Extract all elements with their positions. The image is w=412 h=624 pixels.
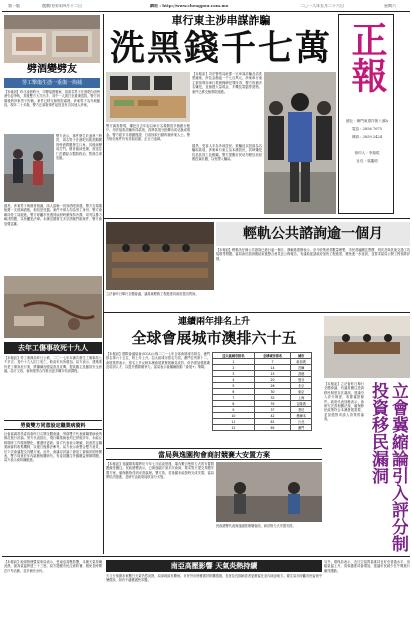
masthead-contact-4: 督印人 : 李瑞琨 [354, 151, 380, 155]
table-cell: 1 [213, 359, 255, 365]
accident-photo [4, 276, 102, 338]
accident-headline: 去年工傷事故死十九人 [4, 342, 102, 354]
table-cell: 37 [254, 407, 291, 413]
masthead-name: 正報 [346, 21, 388, 93]
table-cell: 上海 [291, 395, 312, 401]
right-vertical-headline: 立會冀縮論引入評分制投資移民漏洞 [368, 382, 408, 552]
ranking-photo [324, 316, 410, 378]
lead-photo-arrest [264, 72, 336, 214]
table-cell: 65 [254, 425, 291, 431]
table-cell: 30 [254, 389, 291, 395]
right-vertical-body: 【本報訊】立法會昨日舉行全體會議，有議員關注投資移民制度存在漏洞，建議引入評分制度，收緊審批條件。政府代表回應表示，會研究完善相關法規，確保移民政策符合本澳發展需要，並加強對申請人背景的審查。 [324, 382, 364, 422]
lead-body-2: 警方調查發現，嫌犯自去年起以車行名義開設多個銀行帳戶，用作接收詐騙所得款項，再將款項分批轉出或兌換成現金。警方經多月跟蹤搜證，日前採取行動拘捕涉案人士。警方相信案件仍有其他同黨，正全力追緝。 [106, 124, 190, 142]
header-bar [2, 2, 410, 12]
masthead-contact-2: 電話 : 2856 7675 [351, 127, 383, 131]
table-cell: 8 [213, 401, 255, 407]
accident-subhead: 勞資雙方同意設定職業病資料 [4, 420, 102, 430]
left-mid-photo [4, 134, 54, 202]
table-cell: 7 [213, 395, 255, 401]
bottom-left-body: 【本報訊】地球物理暨氣象局表示，受南亞高壓影響，本澳天氣持續炎熱，最高氣溫將達三十三度。局方提醒市民注意防暑，避免長時間在戶外活動，並多補充水份。 [4, 560, 102, 573]
left-lower-text: 據悉，涉案男子與傷者相識，兩人當晚一同到酒吧消遣。警方在現場檢獲一支玻璃酒瓶，相信是兇器。案件中兩人均為勞工身份，警方會聯同勞工局跟進。警方呼籲市民遇到糾紛時應保持冷靜，切勿以暴力解決問題，以免觸犯法律。本澳近期發生多宗酒後鬥毆案件，警方會加強巡邏。 [4, 204, 102, 226]
table-cell: 2 [213, 365, 255, 371]
table-row [213, 425, 312, 431]
table-cell: 東京 [291, 389, 312, 395]
lead-body-1: 【本報訊】司法警察局破獲一宗串謀詐騙及清洗黑錢案，涉及金額逾一千七百萬元。涉案車行東主被指利用車行業務掩飾犯罪所得，警方拘捕多名嫌犯，並檢獲大量現金、手機及電腦等證物。案件已移交檢察院跟進。 [192, 72, 262, 94]
table-cell: 5 [213, 383, 255, 389]
lead-body-3: 據悉，受害人多為外地居民，被騙徒以投資為名騙取款項。涉案車行東主為本澳居民，其餘嫌犯包括其員工及親屬。警方提醒市民切勿輕信高回報投資計劃，以免墮入騙局。 [192, 144, 262, 162]
section-label: 第一版 [8, 4, 20, 8]
table-cell: 14 [254, 365, 291, 371]
table-cell: 32 [254, 395, 291, 401]
accident-body-2: 社會協調常設委員會昨日召開全體會議，勞資雙方代表就職業病表列修訂進行討論。勞方代表指出，現行職業病表列已實施多年，未能反映現時工作環境變化，應盡快更新。資方代表表示理解，同意設定職業病資料收集機制，以便日後修法參考。局方表示會整合雙方意見，於下次會議提交具體方案。此外，會議亦討論了最低工資檢討的時間表，雙方同意於年內啟動相關研究。有委員關注外僱權益保障問題，局方表示會持續跟進。 [4, 432, 102, 463]
table-cell: 3 [213, 371, 255, 377]
left-col-text: 警方表示，事件發生於凌晨三時許，兩名男子在酒吧內飲酒期間因劈酒問題發生口角，其後演變成打鬥。傷者頭部受傷，被送往仁伯爵綜合醫院救治，暫無生命危險。 [56, 134, 102, 161]
table-cell: 悉尼 [291, 407, 312, 413]
table-cell: 9 [213, 407, 255, 413]
assembly-photo [106, 222, 214, 290]
table-cell: 15 [254, 371, 291, 377]
table-cell: 42 [254, 413, 291, 419]
divider-2 [104, 312, 410, 313]
policy-body: 【本報訊】逸園賽狗場將於今年七月結束營運，場內數百隻格力犬的安置問題備受關注。民政總署表示，已與逸園方面多次會商，要求對方提交具體安置方案，確保動物得到妥善處理。署方指，若逸園未能按時完成安置，當局將依法跟進，並研究由政府接收部分犬隻。 [106, 462, 214, 480]
table-cell: 7 [254, 359, 291, 365]
table-cell: 26 [254, 383, 291, 389]
table-cell: 4 [213, 377, 255, 383]
table-header: 全球城市排名 [254, 353, 291, 359]
bottom-center-body: 天文台預測未來數日天氣仍然炎熱，局部地區有驟雨。市民外出時應做好防曬措施，長者及長期病患者更應留在室內陰涼地方。衛生局亦呼籲市民留意中暑徵狀，如有不適應盡快求醫。 [106, 574, 322, 583]
masthead-contact-5: 社長 : 莫鑑明 [356, 159, 378, 163]
bottom-banner: 南亞高壓影響 天氣炎熱持續 [106, 560, 322, 572]
ranking-kicker: 連續兩年排名上升 [177, 317, 250, 327]
ranking-table [212, 352, 312, 444]
masthead-contact-3: 傳真 : 2859 2424 [351, 135, 383, 139]
divider-3 [2, 556, 410, 557]
bottom-right-body: 另外，環保局表示，近日空氣質素維持良好至普通水平，但隨氣溫上升，臭氧濃度或會增加，建議市民減少在午間進行劇烈運動。 [324, 560, 410, 573]
website[interactable]: 網站 : http://www.chengpou.com.mo [150, 4, 229, 8]
policy-caption: 民政總署代表與逸園管理層會面，商討格力犬安置安排。 [216, 524, 296, 528]
accident-body: 【本報訊】勞工事務局昨日公佈，二〇一七年本澳共發生工傷事故七千多宗，其中十九人因工死亡，較前年有所增加。局方表示，建築業仍是工傷高危行業，將繼續加強巡查及宣傳，提高僱主及僱員安全意識。局方又指，會與業界合作推出更多職安培訓課程。 [4, 356, 102, 374]
masthead-side-strip [396, 14, 410, 214]
table-cell: 北京 [291, 383, 312, 389]
table-cell: 新加坡 [291, 359, 312, 365]
left-story-headline: 劈酒變劈友 [27, 64, 77, 75]
gregorian-date: 二〇一八年五月二十六日 [300, 4, 344, 8]
table-cell: 35 [254, 401, 291, 407]
assembly-caption: 立法會昨日舉行全體會議，議員就輕軌工程進度向政府提出質詢。 [106, 292, 199, 296]
left-story-subhead: 勞工擊傷生憑一重傷一拘捕 [4, 78, 100, 88]
left-top-photo [4, 15, 100, 63]
table-cell: 20 [254, 377, 291, 383]
ranking-body-1: 【本報訊】國際會議協會(ICCA)公佈二〇一七年全球會展城市排名，澳門排名第六十五位，較上年上升。亞太區城市排名方面，澳門位列第十二。會展業界表示，排名上升反映本澳會展業發展漸見成效，但仍需加強推廣及培訓人才，以提升國際競爭力。當局表示會繼續推動「會展+」策略。 [106, 352, 210, 370]
table-cell: 11 [213, 419, 255, 425]
table-cell: 吉隆坡 [291, 401, 312, 407]
masthead [338, 14, 394, 214]
left-story-body: 【本報訊】昨日凌晨時分，司警接獲報案，指兩名男子在酒吧內因劈酒引起爭執，其後雙方大打出手，其中一人被打至重傷送院。警方到場後將涉案男子拘捕，案件已移交檢察院處理。涉案男子為外地僱員，現年二十多歲，警方正調查事件起因及有否其他人涉案。 [4, 90, 100, 108]
weekday: 星期六 [384, 4, 396, 8]
lunar-date: 農曆戊戌年四月十二日 [42, 4, 82, 8]
table-cell: 台北 [291, 419, 312, 425]
table-cell: 墨爾本 [291, 413, 312, 419]
table-cell: 香港 [291, 371, 312, 377]
ranking-headline: 全球會展城市澳排六十五 [131, 329, 297, 347]
policy-headline: 當局與逸園拘會商討競賽大安置方案 [106, 448, 322, 460]
lead-photo-cash [106, 72, 190, 122]
lead-kicker: 車行東主涉串謀詐騙 [171, 14, 271, 27]
policy-photo [216, 462, 322, 522]
table-cell: 首爾 [291, 365, 312, 371]
table-cell: 61 [254, 419, 291, 425]
assembly-headline: 輕軌公共諮詢逾一個月 [216, 222, 410, 246]
lead-headline: 洗黑錢千七萬 [109, 29, 332, 69]
divider-1 [104, 218, 410, 219]
table-cell: 10 [213, 413, 255, 419]
table-cell: 6 [213, 389, 255, 395]
table-cell: 曼谷 [291, 377, 312, 383]
table-header: 城市 [291, 353, 312, 359]
table-cell: 澳門 [291, 425, 312, 431]
masthead-contact-1: 總社 : 澳門東望洋街八號A [345, 119, 389, 123]
assembly-body: 【本報訊】輕軌氹仔線公共諮詢已進行逾一個月，運輸基建辦表示，至今收集意見數量理想，市民普遍關注票價、班次及與其他交通工具接駁等問題。當局會於諮詢期結束後整合意見並公佈報告。有議員促請政府加快工程進度，避免進一步延誤，並要求當局公開工程預算詳情。 [216, 248, 410, 261]
table-header: 亞太區城市排名 [213, 353, 255, 359]
col-divider-left [103, 14, 104, 554]
table-cell: 12 [213, 425, 255, 431]
